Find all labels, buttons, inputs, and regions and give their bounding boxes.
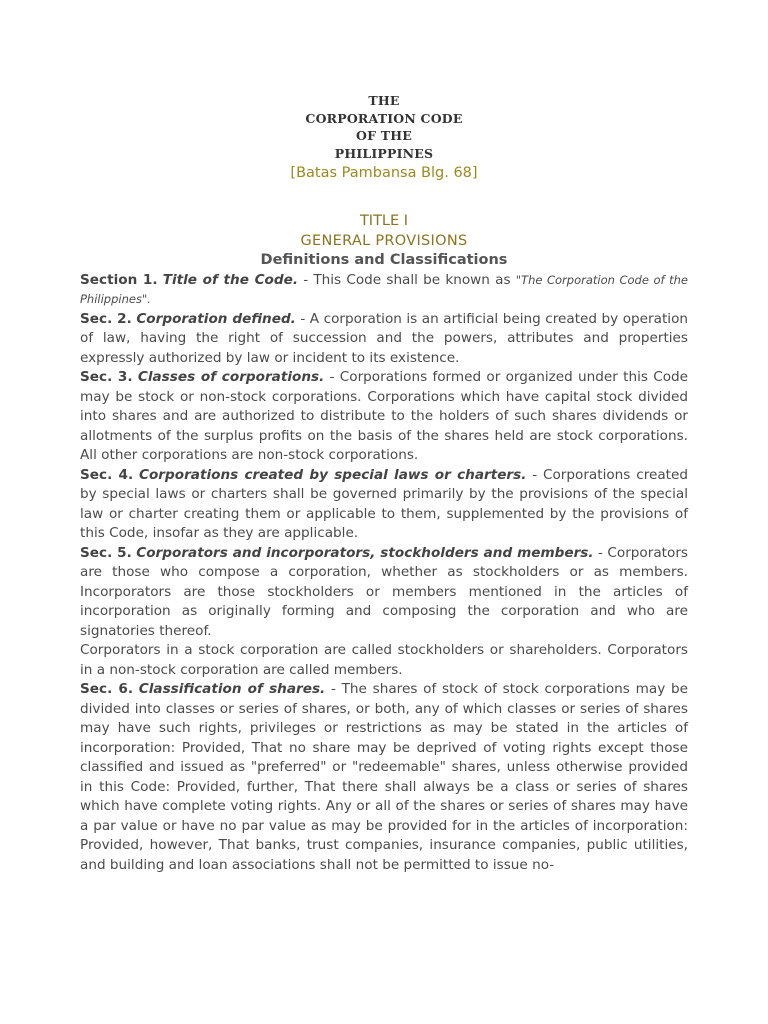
section-text: - The shares of stock of stock corporations may be divided into classes or series of shares, or both, any of which classes or series of shares may have such rights, privileges or restrictions as may be stated in the articles of incorporation: Provided, That no share may be deprived of voting rights except those classified and issued as "preferred" or "redeemable" shares, unless otherwise provided in this Code: Provided, further, That there shall always be a class or series of shares which have complete voting rights. Any or all of the shares or series of shares may have a par value or have no par value as may be provided for in the articles of incorporation: Provided, however, That banks, trust companies, insurance companies, public utilities, and building and loan associations shall not be permitted to issue no-: [80, 681, 688, 873]
section-2: [80, 310, 688, 369]
section-4: [80, 466, 688, 544]
section-title: Title of the Code.: [162, 271, 298, 288]
section-number: Sec. 5.: [80, 544, 132, 561]
title-name: GENERAL PROVISIONS: [300, 232, 468, 249]
section-number: Sec. 3.: [80, 369, 133, 385]
section-text: - Corporations formed or organized under this Code may be stock or non-stock corporations. Corporations which have capital stock divided into shares and are authorized to distribute to the holders of such shares dividends or allotments of the surplus profits on the basis of the shares held are stock corporations. All other corporations are non-stock corporations.: [80, 369, 689, 463]
section-number: Sec. 6.: [80, 681, 134, 697]
section-tail: .: [147, 292, 151, 306]
header-subtitle: [Batas Pambansa Blg. 68]: [290, 165, 478, 181]
section-quote: "The Corporation Code of the Philippines": [80, 272, 688, 306]
section-title: Classification of shares.: [138, 681, 326, 697]
header-line-3: OF THE: [356, 128, 412, 143]
section-title: Corporations created by special laws or charters.: [138, 466, 527, 483]
chapter-heading: Definitions and Classifications: [260, 252, 508, 268]
section-number: Sec. 4.: [80, 466, 134, 483]
spacer: [80, 183, 688, 212]
section-title: Classes of corporations.: [137, 369, 325, 385]
document-body: [80, 92, 688, 875]
section-text: - Corporations created by special laws or charters shall be governed primarily by the provisions of the special law or charter creating them or applicable to them, supplemented by the provisions of this Code, insofar as they are applicable.: [80, 466, 689, 541]
header-line-1: THE: [368, 93, 400, 108]
section-5-continuation: Corporators in a stock corporation are called stockholders or shareholders. Corporators in a non-stock corporation are called members.: [80, 642, 688, 678]
section-title: Corporation defined.: [136, 310, 296, 327]
header-line-4: PHILIPPINES: [334, 145, 434, 161]
section-5: [80, 544, 688, 642]
document-header: [80, 92, 688, 183]
section-number: Sec. 2.: [80, 310, 132, 327]
title-number: TITLE I: [359, 213, 409, 229]
title-block: [80, 212, 688, 271]
section-title: Corporators and incorporators, stockholders and members.: [136, 544, 594, 561]
section-text: - This Code shall be known as: [298, 271, 516, 288]
section-6: [80, 680, 688, 875]
section-1: [80, 271, 688, 310]
section-text: - A corporation is an artificial being created by operation of law, having the right of succession and the powers, attributes and properties expressly authorized by law or incident to its existence.: [80, 310, 688, 366]
section-number: Section 1.: [80, 271, 158, 288]
section-text: - Corporators are those who compose a corporation, whether as stockholders or as members. Incorporators are those stockholders or members mentioned in the articles of incorporation as originally forming and composing the corporation and who are signatories thereof.: [80, 544, 688, 639]
header-line-2: CORPORATION CODE: [305, 110, 463, 126]
section-3: [80, 368, 688, 466]
